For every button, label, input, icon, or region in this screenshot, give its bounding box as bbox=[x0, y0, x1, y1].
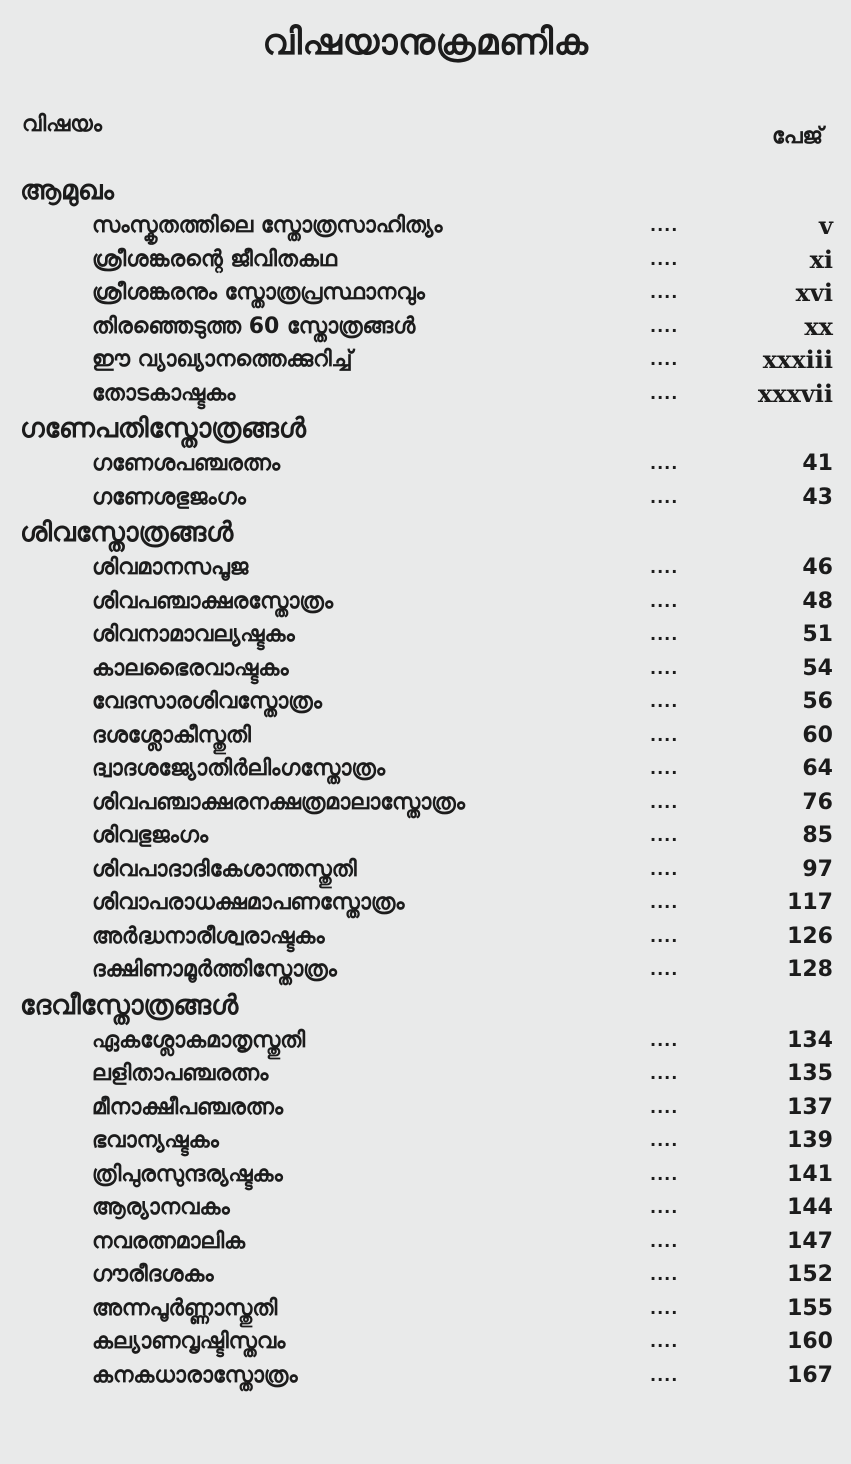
entry-title: ലളിതാപഞ്ചരത്നം bbox=[92, 1061, 269, 1086]
entry-title: വേദസാരശിവസ്തോത്രം bbox=[92, 689, 322, 714]
entry-title: അർദ്ധനാരീശ്വരാഷ്ടകം bbox=[92, 923, 325, 949]
leader-dots: .... bbox=[650, 759, 679, 778]
toc-entry bbox=[0, 652, 851, 686]
toc-entry bbox=[0, 819, 851, 853]
leader-dots: .... bbox=[650, 960, 679, 979]
leader-dots: .... bbox=[650, 826, 679, 845]
toc-entry bbox=[0, 343, 851, 377]
entry-title: മീനാക്ഷീപഞ്ചരത്നം bbox=[92, 1094, 284, 1120]
leader-dots: .... bbox=[650, 350, 679, 369]
entry-title: കാലഭൈരവാഷ്ടകം bbox=[92, 655, 289, 681]
page-number: xvi bbox=[795, 278, 833, 307]
page-number: 144 bbox=[787, 1195, 833, 1220]
page-number: 152 bbox=[787, 1262, 833, 1287]
leader-dots: .... bbox=[650, 692, 679, 711]
page-number: xxxiii bbox=[762, 345, 833, 374]
leader-dots: .... bbox=[650, 1131, 679, 1150]
leader-dots: .... bbox=[650, 283, 679, 302]
leader-dots: .... bbox=[650, 1231, 679, 1251]
toc-entry bbox=[0, 786, 851, 820]
leader-dots: .... bbox=[650, 1332, 679, 1351]
entry-title: ശിവമാനസപൂജ bbox=[92, 555, 249, 580]
toc-entry bbox=[0, 752, 851, 786]
page-number: 51 bbox=[802, 622, 833, 647]
entry-title: ത്രിപുരസുന്ദര്യഷ്ടകം bbox=[92, 1161, 283, 1187]
toc-entry bbox=[0, 1225, 851, 1259]
entry-title: അന്നപൂർണ്ണാസ്തുതി bbox=[92, 1295, 278, 1321]
toc-entry bbox=[0, 1292, 851, 1326]
entry-title: ഏകശ്ലോകമാതൃസ്തുതി bbox=[92, 1027, 306, 1053]
page-number: 97 bbox=[802, 856, 833, 882]
toc-entry bbox=[0, 1057, 851, 1091]
toc-entry bbox=[0, 953, 851, 987]
leader-dots: .... bbox=[650, 1097, 679, 1117]
page-number: 160 bbox=[787, 1329, 833, 1354]
toc-entry bbox=[0, 853, 851, 887]
leader-dots: .... bbox=[650, 1164, 679, 1184]
section-heading: ഗണേപതിസ്തോത്രങ്ങൾ bbox=[20, 413, 306, 444]
entry-title: ഗൗരീദശകം bbox=[92, 1262, 214, 1287]
toc-entry bbox=[0, 276, 851, 310]
page-number: 43 bbox=[802, 484, 833, 510]
entry-title: ശ്രീശങ്കരനും സ്തോത്രപ്രസ്ഥാനവും bbox=[92, 280, 425, 305]
leader-dots: .... bbox=[650, 859, 679, 879]
page-number: 46 bbox=[802, 555, 833, 580]
entry-title: കല്യാണവൃഷ്ടിസ്തവം bbox=[92, 1329, 286, 1354]
leader-dots: .... bbox=[650, 1265, 679, 1284]
page-number: 135 bbox=[787, 1061, 833, 1086]
page-number: 41 bbox=[802, 451, 833, 476]
page-number: 56 bbox=[802, 689, 833, 714]
entry-title: ശിവനാമാവല്യഷ്ടകം bbox=[92, 622, 295, 647]
toc-entry bbox=[0, 1091, 851, 1125]
toc-entry bbox=[0, 1024, 851, 1058]
toc-entry bbox=[0, 551, 851, 585]
entry-title: ശിവപാദാദികേശാന്തസ്തുതി bbox=[92, 856, 357, 882]
toc-entry bbox=[0, 1191, 851, 1225]
page-number: 64 bbox=[802, 756, 833, 781]
entry-title: ആര്യാനവകം bbox=[92, 1195, 230, 1220]
toc-entry bbox=[0, 1124, 851, 1158]
entry-title: ഗണേശഭുജംഗം bbox=[92, 484, 246, 510]
toc-entry bbox=[0, 920, 851, 954]
entry-title: ഗണേശപഞ്ചരത്നം bbox=[92, 451, 281, 476]
leader-dots: .... bbox=[650, 487, 679, 507]
toc-entry bbox=[0, 685, 851, 719]
leader-dots: .... bbox=[650, 1030, 679, 1050]
page-number: 85 bbox=[802, 823, 833, 848]
leader-dots: .... bbox=[650, 1365, 679, 1385]
page-number: 54 bbox=[802, 655, 833, 681]
leader-dots: .... bbox=[650, 216, 679, 235]
leader-dots: .... bbox=[650, 316, 679, 336]
page-column-header: പേജ് bbox=[771, 124, 823, 149]
toc-list bbox=[0, 172, 851, 1392]
page-number: v bbox=[819, 211, 833, 240]
page-number: 134 bbox=[787, 1027, 833, 1053]
entry-title: കനകധാരാസ്തോത്രം bbox=[92, 1362, 298, 1388]
page-number: 141 bbox=[787, 1161, 833, 1187]
toc-entry bbox=[0, 377, 851, 411]
section-heading: ആമുഖം bbox=[20, 175, 114, 206]
page-number: 137 bbox=[787, 1094, 833, 1120]
toc-entry bbox=[0, 1258, 851, 1292]
page-number: 147 bbox=[787, 1228, 833, 1254]
leader-dots: .... bbox=[650, 383, 679, 403]
leader-dots: .... bbox=[650, 658, 679, 678]
entry-title: ശിവാപരാധക്ഷമാപണസ്തോത്രം bbox=[92, 890, 405, 915]
entry-title: നവരത്നമാലിക bbox=[92, 1228, 246, 1254]
toc-entry bbox=[0, 1325, 851, 1359]
page-number: 126 bbox=[787, 923, 833, 949]
toc-entry bbox=[0, 243, 851, 277]
toc-entry bbox=[0, 481, 851, 515]
entry-title: ദശശ്ലോകീസ്തുതി bbox=[92, 722, 251, 748]
leader-dots: .... bbox=[650, 926, 679, 946]
toc-entry bbox=[0, 719, 851, 753]
entry-title: സംസ്കൃതത്തിലെ സ്തോത്രസാഹിത്യം bbox=[92, 213, 443, 238]
leader-dots: .... bbox=[650, 249, 679, 269]
entry-title: ശിവപഞ്ചാക്ഷരസ്തോത്രം bbox=[92, 588, 334, 614]
entry-title: ദക്ഷിണാമൂർത്തിസ്തോത്രം bbox=[92, 957, 337, 982]
toc-entry bbox=[0, 209, 851, 243]
page-number: 60 bbox=[802, 722, 833, 748]
leader-dots: .... bbox=[650, 893, 679, 912]
leader-dots: .... bbox=[650, 454, 679, 473]
entry-title: ഭവാന്യഷ്ടകം bbox=[92, 1128, 219, 1153]
page-number: 139 bbox=[787, 1128, 833, 1153]
entry-title: തോടകാഷ്ടകം bbox=[92, 380, 236, 406]
toc-entry bbox=[0, 585, 851, 619]
page-number: xx bbox=[804, 311, 833, 341]
leader-dots: .... bbox=[650, 1064, 679, 1083]
leader-dots: .... bbox=[650, 1298, 679, 1318]
page-number: xxxvii bbox=[757, 378, 833, 408]
leader-dots: .... bbox=[650, 792, 679, 812]
entry-title: ശ്രീശങ്കരന്റെ ജീവിതകഥ bbox=[92, 246, 337, 272]
toc-entry bbox=[0, 886, 851, 920]
entry-title: തിരഞ്ഞെടുത്ത 60 സ്തോത്രങ്ങൾ bbox=[92, 313, 416, 339]
entry-title: ശിവഭുജംഗം bbox=[92, 823, 209, 848]
leader-dots: .... bbox=[650, 725, 679, 745]
page-number: 48 bbox=[802, 588, 833, 614]
section-heading: ശിവസ്തോത്രങ്ങൾ bbox=[20, 517, 234, 548]
page-number: 117 bbox=[787, 890, 833, 915]
toc-entry bbox=[0, 1158, 851, 1192]
toc-entry bbox=[0, 447, 851, 481]
page-number: 155 bbox=[787, 1295, 833, 1321]
entry-title: ദ്വാദശജ്യോതിർലിംഗസ്തോത്രം bbox=[92, 756, 386, 781]
entry-title: ഈ വ്യാഖ്യാനത്തെക്കുറിച്ച് bbox=[92, 347, 353, 372]
subject-column-header: വിഷയം bbox=[22, 112, 102, 137]
page-number: 76 bbox=[802, 789, 833, 815]
toc-entry bbox=[0, 1359, 851, 1393]
page-number: xi bbox=[809, 244, 833, 274]
entry-title: ശിവപഞ്ചാക്ഷരനക്ഷത്രമാലാസ്തോത്രം bbox=[92, 789, 465, 815]
page-title: വിഷയാനുക്രമണിക bbox=[262, 22, 589, 63]
toc-entry bbox=[0, 618, 851, 652]
leader-dots: .... bbox=[650, 591, 679, 611]
toc-entry bbox=[0, 310, 851, 344]
leader-dots: .... bbox=[650, 625, 679, 644]
page-number: 128 bbox=[787, 957, 833, 982]
page-number: 167 bbox=[787, 1362, 833, 1388]
leader-dots: .... bbox=[650, 1198, 679, 1217]
leader-dots: .... bbox=[650, 558, 679, 577]
section-heading: ദേവീസ്തോത്രങ്ങൾ bbox=[20, 989, 239, 1021]
